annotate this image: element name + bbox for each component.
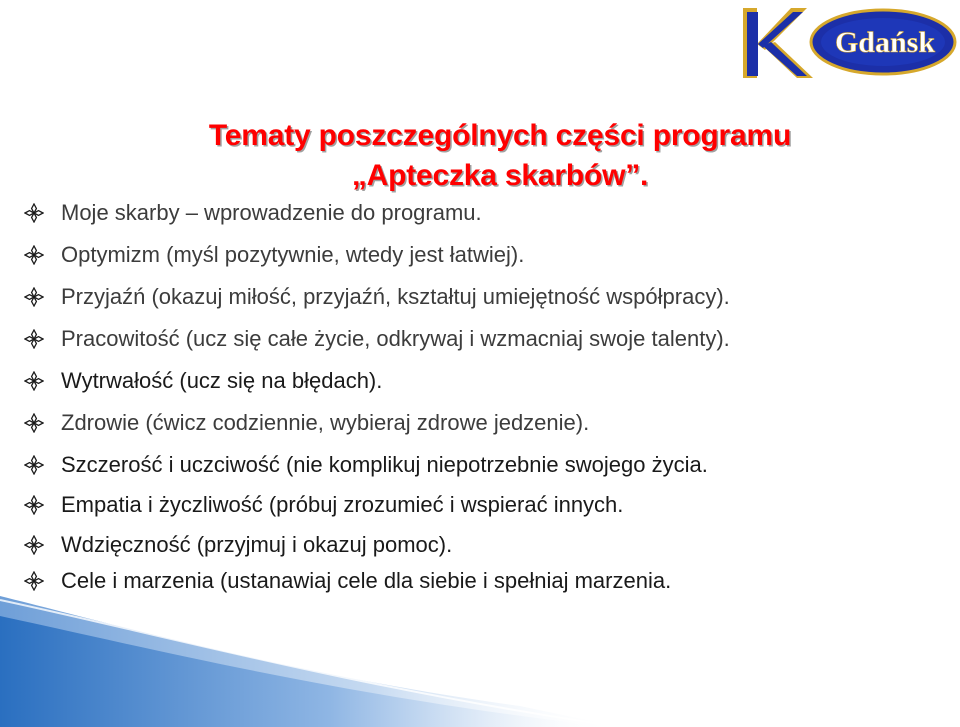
- list-item-text: Optymizm (myśl pozytywnie, wtedy jest łatwiej).: [61, 242, 525, 267]
- diamond-star-icon: [24, 329, 44, 349]
- diamond-star-icon: [24, 371, 44, 391]
- list-item-text: Wdzięczność (przyjmuj i okazuj pomoc).: [61, 532, 453, 557]
- logo-text: Gdańsk: [834, 26, 936, 59]
- list-item: [24, 280, 730, 314]
- list-item-text: Moje skarby – wprowadzenie do programu.: [61, 200, 482, 225]
- list-item-text: Przyjaźń (okazuj miłość, przyjaźń, kształtuj umiejętność współpracy).: [61, 284, 730, 309]
- diamond-star-icon: [24, 455, 44, 475]
- diamond-star-icon: [24, 413, 44, 433]
- kg-logo-icon: [735, 4, 957, 84]
- list-item-text: Szczerość i uczciwość (nie komplikuj niepotrzebnie swojego życia.: [61, 452, 708, 477]
- list-item: [24, 406, 589, 440]
- list-item: [24, 528, 452, 562]
- list-item: [24, 364, 382, 398]
- list-item-text: Cele i marzenia (ustanawiaj cele dla siebie i spełniaj marzenia.: [61, 568, 672, 593]
- diamond-star-icon: [24, 203, 44, 223]
- list-item: [24, 196, 482, 230]
- list-item: [24, 448, 708, 482]
- page-title: [0, 116, 960, 196]
- bottom-wave-decoration: [0, 596, 960, 727]
- diamond-star-icon: [24, 287, 44, 307]
- diamond-star-icon: [24, 245, 44, 265]
- list-item-text: Empatia i życzliwość (próbuj zrozumieć i wspierać innych.: [61, 492, 624, 517]
- list-item-text: Zdrowie (ćwicz codziennie, wybieraj zdrowe jedzenie).: [61, 410, 590, 435]
- list-item: [24, 564, 671, 598]
- title-line-1: Tematy poszczególnych części programu: [208, 119, 792, 152]
- list-item-text: Wytrwałość (ucz się na błędach).: [61, 368, 383, 393]
- diamond-star-icon: [24, 535, 44, 555]
- diamond-star-icon: [24, 571, 44, 591]
- list-item: [24, 238, 524, 272]
- list-item: [24, 488, 623, 522]
- title-line-2: „Apteczka skarbów”.: [351, 159, 649, 192]
- list-item-text: Pracowitość (ucz się całe życie, odkrywaj i wzmacniaj swoje talenty).: [61, 326, 730, 351]
- list-item: [24, 322, 730, 356]
- diamond-star-icon: [24, 495, 44, 515]
